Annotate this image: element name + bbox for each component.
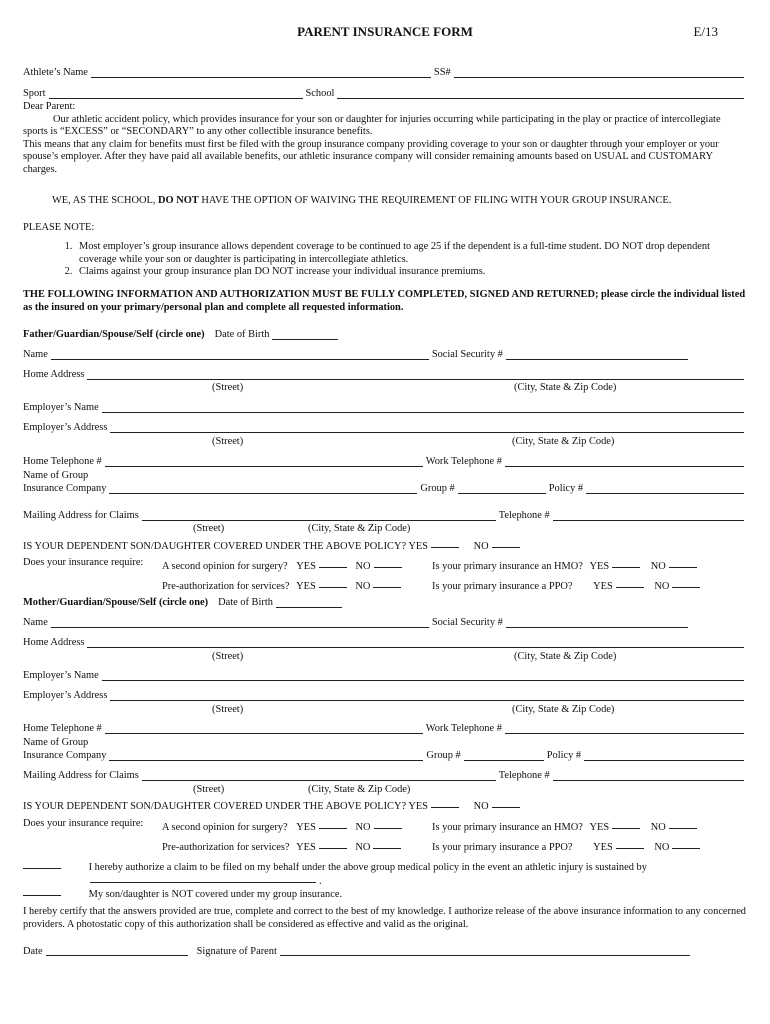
sport-field[interactable] xyxy=(49,88,303,99)
mother-home-tel-label: Home Telephone # xyxy=(23,723,102,734)
mother-work-tel-field[interactable] xyxy=(505,723,744,734)
father-ppo-yes-field[interactable] xyxy=(616,577,644,588)
auth-not-covered-initial-field[interactable] xyxy=(23,885,61,896)
mother-so-yes-label: YES xyxy=(296,822,316,833)
mother-employer-name-row xyxy=(23,670,747,682)
mother-hmo-yes-label: YES xyxy=(589,822,610,833)
mother-pa-yes-field[interactable] xyxy=(319,838,347,849)
auth-claim-row xyxy=(23,858,647,873)
father-policy-field[interactable] xyxy=(586,483,744,494)
father-hmo-yes-label: YES xyxy=(589,561,610,572)
mother-work-tel-label: Work Telephone # xyxy=(425,723,502,734)
father-mailing-field[interactable] xyxy=(142,510,496,521)
mother-so-yes-field[interactable] xyxy=(319,818,347,829)
mother-ppo-no-field[interactable] xyxy=(672,838,700,849)
city-caption: (City, State & Zip Code) xyxy=(512,704,615,715)
father-employer-address-label: Employer’s Address xyxy=(23,422,108,433)
mother-employer-address-label: Employer’s Address xyxy=(23,690,108,701)
father-mailing-row xyxy=(23,510,747,522)
mother-covered-label: IS YOUR DEPENDENT SON/DAUGHTER COVERED UNDER THE ABOVE POLICY? xyxy=(23,801,407,812)
father-hmo-row xyxy=(432,557,699,572)
mother-section-title: Mother/Guardian/Spouse/Self (circle one) xyxy=(23,597,209,608)
city-caption: (City, State & Zip Code) xyxy=(308,784,411,795)
father-ppo-yes-label: YES xyxy=(593,581,613,592)
father-name-field[interactable] xyxy=(51,349,429,360)
mother-dob-label: Date of Birth xyxy=(218,597,273,608)
greeting: Dear Parent: xyxy=(23,101,76,112)
father-group-name-label: Name of Group xyxy=(23,470,89,481)
waiver-bold: DO NOT xyxy=(158,195,199,206)
father-so-yes-field[interactable] xyxy=(319,557,347,568)
father-require-label: Does your insurance require: xyxy=(23,557,144,568)
signature-field[interactable] xyxy=(280,945,690,956)
mother-hmo-no-field[interactable] xyxy=(669,818,697,829)
mother-covered-no-field[interactable] xyxy=(492,797,520,808)
mother-name-label: Name xyxy=(23,617,48,628)
father-pa-yes-field[interactable] xyxy=(319,577,347,588)
father-insurance-label: Insurance Company xyxy=(23,483,107,494)
mother-hmo-no-label: NO xyxy=(650,822,666,833)
father-ssn-field[interactable] xyxy=(506,349,688,360)
father-second-opinion-label: A second opinion for surgery? xyxy=(162,561,288,572)
intro-text xyxy=(23,101,747,176)
mother-pa-no-label: NO xyxy=(355,842,371,853)
city-caption: (City, State & Zip Code) xyxy=(512,436,615,447)
father-dob-field[interactable] xyxy=(272,329,338,340)
father-hmo-label: Is your primary insurance an HMO? xyxy=(432,561,583,572)
mother-employer-address-row xyxy=(23,690,747,702)
mother-address-label: Home Address xyxy=(23,637,85,648)
father-employer-name-label: Employer’s Name xyxy=(23,402,99,413)
auth-claim-initial-field[interactable] xyxy=(23,858,61,869)
mother-insurance-label: Insurance Company xyxy=(23,750,107,761)
father-group-field[interactable] xyxy=(458,483,546,494)
father-home-tel-label: Home Telephone # xyxy=(23,456,102,467)
father-hmo-no-field[interactable] xyxy=(669,557,697,568)
father-covered-yes-label: YES xyxy=(408,541,428,552)
father-address-row xyxy=(23,369,747,381)
father-employer-name-row xyxy=(23,402,747,414)
athlete-name-field[interactable] xyxy=(91,67,431,78)
date-field[interactable] xyxy=(46,945,188,956)
form-code: E/13 xyxy=(693,24,718,39)
city-caption: (City, State & Zip Code) xyxy=(308,523,411,534)
auth-not-covered-row xyxy=(23,885,342,900)
father-employer-address-row xyxy=(23,422,747,434)
father-ppo-label: Is your primary insurance a PPO? xyxy=(432,581,573,592)
sport-row xyxy=(23,88,747,100)
mother-preauth-row xyxy=(162,838,403,853)
mother-ppo-label: Is your primary insurance a PPO? xyxy=(432,842,573,853)
period: . xyxy=(319,876,322,887)
ss-field[interactable] xyxy=(454,67,744,78)
father-ssn-label: Social Security # xyxy=(431,349,503,360)
form-title: PARENT INSURANCE FORM xyxy=(297,24,473,39)
mother-group-field[interactable] xyxy=(464,750,544,761)
mother-insurance-field[interactable] xyxy=(109,750,423,761)
mother-employer-name-label: Employer’s Name xyxy=(23,670,99,681)
father-work-tel-label: Work Telephone # xyxy=(425,456,502,467)
father-work-tel-field[interactable] xyxy=(505,456,744,467)
father-hmo-no-label: NO xyxy=(650,561,666,572)
note-list xyxy=(23,241,747,279)
auth-claim-name-field[interactable] xyxy=(90,872,316,883)
father-so-no-label: NO xyxy=(355,561,371,572)
father-telephone-field[interactable] xyxy=(553,510,744,521)
father-covered-no-label: NO xyxy=(473,541,489,552)
signature-label: Signature of Parent xyxy=(196,946,277,957)
street-caption: (Street) xyxy=(193,784,225,795)
mother-ppo-no-label: NO xyxy=(654,842,670,853)
please-note-label: PLEASE NOTE: xyxy=(23,222,95,233)
father-insurance-field[interactable] xyxy=(109,483,417,494)
sport-label: Sport xyxy=(23,88,46,99)
father-address-label: Home Address xyxy=(23,369,85,380)
mother-policy-field[interactable] xyxy=(584,750,744,761)
father-hmo-yes-field[interactable] xyxy=(612,557,640,568)
father-group-label: Group # xyxy=(420,483,455,494)
father-address-field[interactable] xyxy=(87,369,744,380)
mother-ssn-label: Social Security # xyxy=(431,617,503,628)
date-label: Date xyxy=(23,946,43,957)
father-pa-no-field[interactable] xyxy=(373,577,401,588)
father-insurance-row xyxy=(23,483,747,495)
father-policy-label: Policy # xyxy=(548,483,584,494)
father-ppo-no-label: NO xyxy=(654,581,670,592)
note-item-1: 1. Most employer’s group insurance allows dependent coverage to be continued to age 25 if the dependent is a full-time student. DO NOT drop dependent coverage while your son or daughter is participating in intercollegiate athletics. xyxy=(75,241,747,266)
waiver-post: HAVE THE OPTION OF WAIVING THE REQUIREMENT OF FILING WITH YOUR GROUP INSURANCE. xyxy=(198,195,672,206)
mother-phone-row xyxy=(23,723,747,735)
mother-name-row xyxy=(23,617,747,629)
street-caption: (Street) xyxy=(212,704,244,715)
father-ppo-row xyxy=(432,577,702,592)
mother-require-label: Does your insurance require: xyxy=(23,818,144,829)
father-dob-label: Date of Birth xyxy=(214,329,270,340)
father-name-row xyxy=(23,349,747,361)
mother-ppo-row xyxy=(432,838,702,853)
father-employer-name-field[interactable] xyxy=(102,402,744,413)
father-telephone-label: Telephone # xyxy=(498,510,550,521)
mother-ssn-field[interactable] xyxy=(506,617,688,628)
father-ppo-no-field[interactable] xyxy=(672,577,700,588)
intro-paragraph-1: Our athletic accident policy, which provides insurance for your son or daughter for injuries occurring while participating in the play or practice of intercollegiate sports is “EXCESS” or “SECONDARY” to any other collectible insurance benefits. xyxy=(23,113,721,137)
school-field[interactable] xyxy=(337,88,744,99)
father-second-opinion-row xyxy=(162,557,404,572)
father-home-tel-field[interactable] xyxy=(105,456,423,467)
city-caption: (City, State & Zip Code) xyxy=(514,651,617,662)
school-label: School xyxy=(305,88,335,99)
mother-address-field[interactable] xyxy=(87,637,744,648)
street-caption: (Street) xyxy=(212,651,244,662)
mother-pa-no-field[interactable] xyxy=(373,838,401,849)
mother-so-no-label: NO xyxy=(355,822,371,833)
father-covered-no-field[interactable] xyxy=(492,537,520,548)
father-preauth-row xyxy=(162,577,403,592)
athlete-row xyxy=(23,67,747,79)
father-pa-no-label: NO xyxy=(355,581,371,592)
mother-name-field[interactable] xyxy=(51,617,429,628)
mother-group-label: Group # xyxy=(426,750,461,761)
auth-not-covered-text: My son/daughter is NOT covered under my group insurance. xyxy=(88,889,343,900)
street-caption: (Street) xyxy=(212,382,244,393)
waiver-statement xyxy=(52,195,747,208)
mother-second-opinion-label: A second opinion for surgery? xyxy=(162,822,288,833)
certify-text: I hereby certify that the answers provided are true, complete and correct to the best of my knowledge. I authorize release of the above insurance information to any concerned providers. A photostatic copy of this authorization shall be considered as effective and valid as the original. xyxy=(23,906,747,930)
waiver-pre: WE, AS THE SCHOOL, xyxy=(52,195,159,206)
mother-hmo-yes-field[interactable] xyxy=(612,818,640,829)
father-header-row xyxy=(23,329,747,341)
mother-employer-name-field[interactable] xyxy=(102,670,744,681)
father-section-title: Father/Guardian/Spouse/Self (circle one) xyxy=(23,329,205,340)
father-so-no-field[interactable] xyxy=(374,557,402,568)
auth-claim-text: I hereby authorize a claim to be filed on my behalf under the above group medical policy in the event an athletic injury is sustained by xyxy=(88,862,647,873)
mother-address-row xyxy=(23,637,747,649)
street-caption: (Street) xyxy=(193,523,225,534)
mother-policy-label: Policy # xyxy=(546,750,582,761)
mother-hmo-label: Is your primary insurance an HMO? xyxy=(432,822,583,833)
mother-preauth-label: Pre-authorization for services? xyxy=(162,842,290,853)
mother-mailing-row xyxy=(23,770,747,782)
mother-employer-address-field[interactable] xyxy=(110,690,744,701)
father-covered-yes-field[interactable] xyxy=(431,537,459,548)
father-mailing-label: Mailing Address for Claims xyxy=(23,510,139,521)
father-employer-address-field[interactable] xyxy=(110,422,744,433)
mother-home-tel-field[interactable] xyxy=(105,723,423,734)
mother-telephone-label: Telephone # xyxy=(498,770,550,781)
mother-covered-yes-field[interactable] xyxy=(431,797,459,808)
ss-label: SS# xyxy=(433,67,451,78)
father-so-yes-label: YES xyxy=(296,561,316,572)
mother-covered-row xyxy=(23,797,522,812)
father-preauth-label: Pre-authorization for services? xyxy=(162,581,290,592)
mother-hmo-row xyxy=(432,818,699,833)
mother-so-no-field[interactable] xyxy=(374,818,402,829)
mother-second-opinion-row xyxy=(162,818,404,833)
athlete-name-label: Athlete’s Name xyxy=(23,67,88,78)
father-pa-yes-label: YES xyxy=(296,581,316,592)
mother-covered-no-label: NO xyxy=(473,801,489,812)
city-caption: (City, State & Zip Code) xyxy=(514,382,617,393)
mother-covered-yes-label: YES xyxy=(408,801,428,812)
mother-dob-field[interactable] xyxy=(276,597,342,608)
father-covered-label: IS YOUR DEPENDENT SON/DAUGHTER COVERED UNDER THE ABOVE POLICY? xyxy=(23,541,407,552)
mother-mailing-field[interactable] xyxy=(142,770,496,781)
mother-ppo-yes-label: YES xyxy=(593,842,613,853)
father-name-label: Name xyxy=(23,349,48,360)
father-phone-row xyxy=(23,456,747,468)
instruction-text: THE FOLLOWING INFORMATION AND AUTHORIZATION MUST BE FULLY COMPLETED, SIGNED AND RETURNED; please circle the individual listed as the insured on your primary/personal plan and complete all requested information. xyxy=(23,289,746,313)
mother-header-row xyxy=(23,597,747,609)
mother-ppo-yes-field[interactable] xyxy=(616,838,644,849)
mother-mailing-label: Mailing Address for Claims xyxy=(23,770,139,781)
mother-telephone-field[interactable] xyxy=(553,770,744,781)
note-item-2: 2. Claims against your group insurance plan DO NOT increase your individual insurance premiums. xyxy=(75,266,747,279)
signature-row xyxy=(23,945,723,957)
mother-pa-yes-label: YES xyxy=(296,842,316,853)
intro-paragraph-2: This means that any claim for benefits must first be filed with the group insurance company providing coverage to your son or daughter through your employer or your spouse’s employer. After they have paid all available benefits, our athletic insurance company will consider remaining amounts based on USUAL and CUSTOMARY charges. xyxy=(23,138,719,175)
father-covered-row xyxy=(23,537,522,552)
mother-insurance-row xyxy=(23,750,747,762)
street-caption: (Street) xyxy=(212,436,244,447)
mother-group-name-label: Name of Group xyxy=(23,737,89,748)
